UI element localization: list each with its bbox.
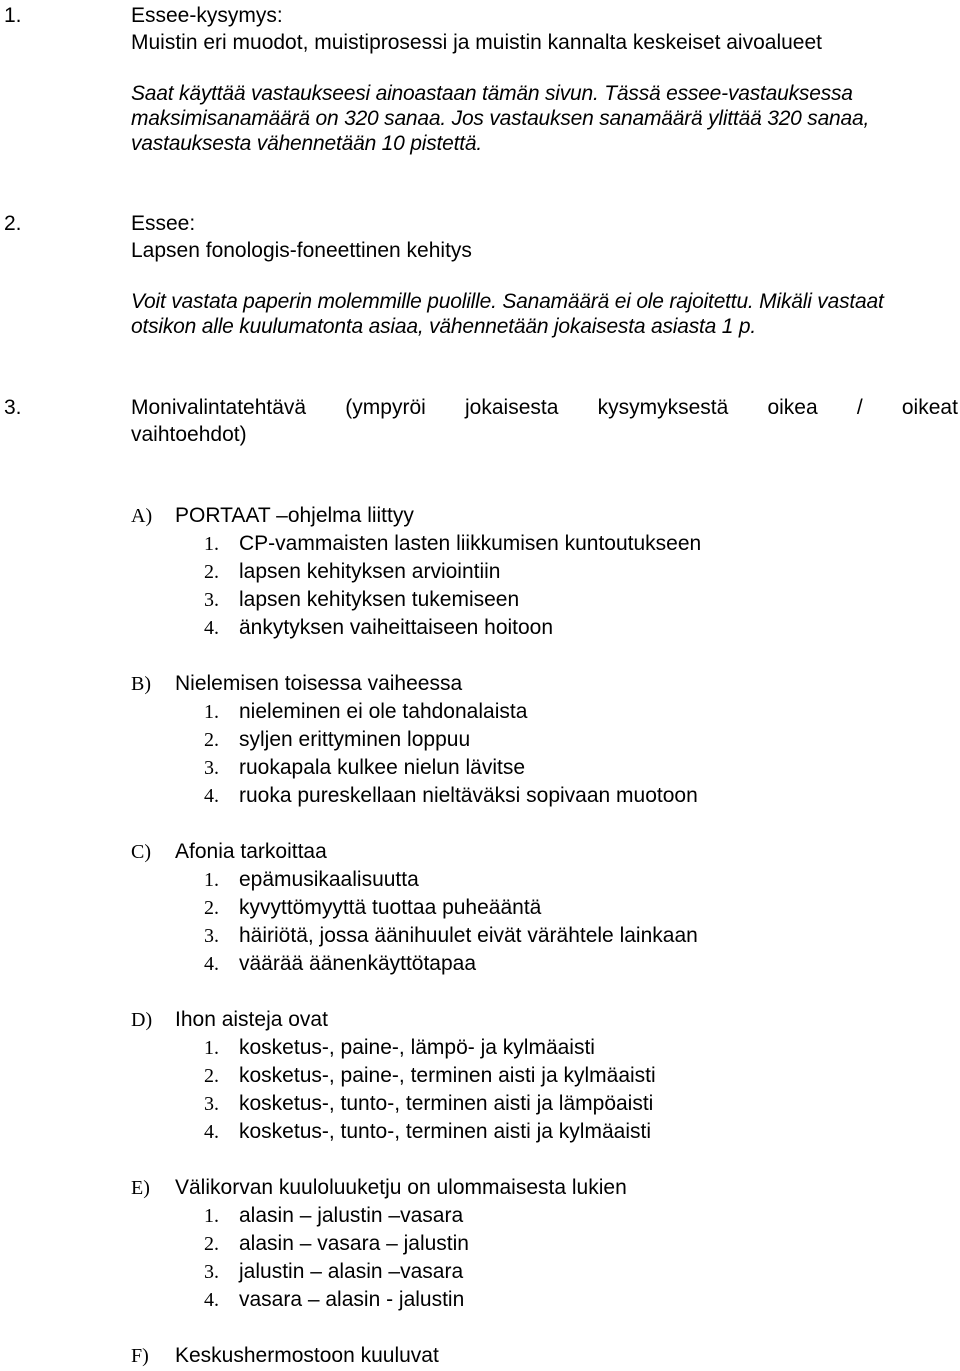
item-question: Ihon aisteja ovat bbox=[175, 1008, 328, 1031]
item-letter: B) bbox=[131, 673, 151, 695]
q3-title-line2: vaihtoehdot) bbox=[131, 423, 247, 446]
option-number: 2. bbox=[204, 897, 219, 919]
option-number: 3. bbox=[204, 757, 219, 779]
option-number: 4. bbox=[204, 953, 219, 975]
q3-title-word: Monivalintatehtävä bbox=[131, 396, 307, 419]
option-text: kosketus-, tunto-, terminen aisti ja lämpöaisti bbox=[239, 1092, 654, 1115]
q1-instruction-line: Saat käyttää vastaukseesi ainoastaan tämän sivun. Tässä essee-vastauksessa bbox=[131, 82, 853, 105]
q1-title: Essee-kysymys: bbox=[131, 4, 283, 27]
item-letter: D) bbox=[131, 1009, 153, 1031]
option-text: nieleminen ei ole tahdonalaista bbox=[239, 700, 528, 723]
q1-instruction-line: maksimisanamäärä on 320 sanaa. Jos vastauksen sanamäärä ylittää 320 sanaa, bbox=[131, 107, 870, 130]
option-number: 3. bbox=[204, 589, 219, 611]
option-number: 4. bbox=[204, 1289, 219, 1311]
q3-title-word: kysymyksestä bbox=[597, 396, 729, 419]
q2-instruction-line: Voit vastata paperin molemmille puolille. Sanamäärä ei ole rajoitettu. Mikäli vastaat bbox=[131, 290, 884, 313]
option-text: vasara – alasin - jalustin bbox=[239, 1288, 465, 1311]
item-question: Keskushermostoon kuuluvat bbox=[175, 1344, 439, 1367]
q1-number: 1. bbox=[4, 4, 22, 27]
option-number: 1. bbox=[204, 533, 219, 555]
option-text: alasin – vasara – jalustin bbox=[239, 1232, 469, 1255]
option-number: 2. bbox=[204, 561, 219, 583]
item-question: PORTAAT –ohjelma liittyy bbox=[175, 504, 414, 527]
item-letter: C) bbox=[131, 841, 151, 863]
option-text: änkytyksen vaiheittaiseen hoitoon bbox=[239, 616, 554, 639]
option-text: ruokapala kulkee nielun lävitse bbox=[239, 756, 526, 779]
q3-title bbox=[131, 394, 958, 422]
option-number: 1. bbox=[204, 1037, 219, 1059]
q1-subtitle: Muistin eri muodot, muistiprosessi ja muistin kannalta keskeiset aivoalueet bbox=[131, 31, 822, 54]
option-text: jalustin – alasin –vasara bbox=[239, 1260, 464, 1283]
option-text: kosketus-, tunto-, terminen aisti ja kylmäaisti bbox=[239, 1120, 651, 1143]
option-text: syljen erittyminen loppuu bbox=[239, 728, 471, 751]
q3-title-word: oikeat bbox=[901, 396, 958, 419]
option-number: 2. bbox=[204, 1065, 219, 1087]
option-number: 1. bbox=[204, 1205, 219, 1227]
q1-instruction-line: vastauksesta vähennetään 10 pistettä. bbox=[131, 132, 483, 155]
q2-number: 2. bbox=[4, 212, 22, 235]
item-letter: A) bbox=[131, 505, 153, 527]
option-number: 4. bbox=[204, 617, 219, 639]
item-question: Nielemisen toisessa vaiheessa bbox=[175, 672, 463, 695]
option-text: alasin – jalustin –vasara bbox=[239, 1204, 464, 1227]
q3-title-word: jokaisesta bbox=[465, 396, 559, 419]
item-letter: E) bbox=[131, 1177, 150, 1199]
item-letter: F) bbox=[131, 1345, 149, 1367]
option-number: 3. bbox=[204, 925, 219, 947]
item-question: Välikorvan kuuloluuketju on ulommaisesta lukien bbox=[175, 1176, 627, 1199]
option-number: 4. bbox=[204, 1121, 219, 1143]
option-number: 2. bbox=[204, 1233, 219, 1255]
q3-title-word: oikea bbox=[767, 396, 818, 419]
option-text: kyvyttömyyttä tuottaa puheääntä bbox=[239, 896, 542, 919]
option-text: epämusikaalisuutta bbox=[239, 868, 419, 891]
q2-instruction-line: otsikon alle kuulumatonta asiaa, vähennetään jokaisesta asiasta 1 p. bbox=[131, 315, 756, 338]
option-text: ruoka pureskellaan nieltäväksi sopivaan muotoon bbox=[239, 784, 698, 807]
option-text: CP-vammaisten lasten liikkumisen kuntoutukseen bbox=[239, 532, 702, 555]
q3-number: 3. bbox=[4, 396, 22, 419]
q2-title: Essee: bbox=[131, 212, 196, 235]
option-number: 1. bbox=[204, 869, 219, 891]
q2-subtitle: Lapsen fonologis-foneettinen kehitys bbox=[131, 239, 472, 262]
option-number: 2. bbox=[204, 729, 219, 751]
option-text: kosketus-, paine-, lämpö- ja kylmäaisti bbox=[239, 1036, 595, 1059]
option-number: 1. bbox=[204, 701, 219, 723]
option-text: kosketus-, paine-, terminen aisti ja kylmäaisti bbox=[239, 1064, 656, 1087]
option-text: lapsen kehityksen arviointiin bbox=[239, 560, 501, 583]
option-number: 3. bbox=[204, 1093, 219, 1115]
option-number: 4. bbox=[204, 785, 219, 807]
option-text: häiriötä, jossa äänihuulet eivät värähtele lainkaan bbox=[239, 924, 698, 947]
item-question: Afonia tarkoittaa bbox=[175, 840, 327, 863]
option-text: lapsen kehityksen tukemiseen bbox=[239, 588, 520, 611]
q3-title-word: (ympyröi bbox=[345, 396, 426, 419]
q3-title-word: / bbox=[856, 396, 863, 419]
option-number: 3. bbox=[204, 1261, 219, 1283]
option-text: väärää äänenkäyttötapaa bbox=[239, 952, 477, 975]
